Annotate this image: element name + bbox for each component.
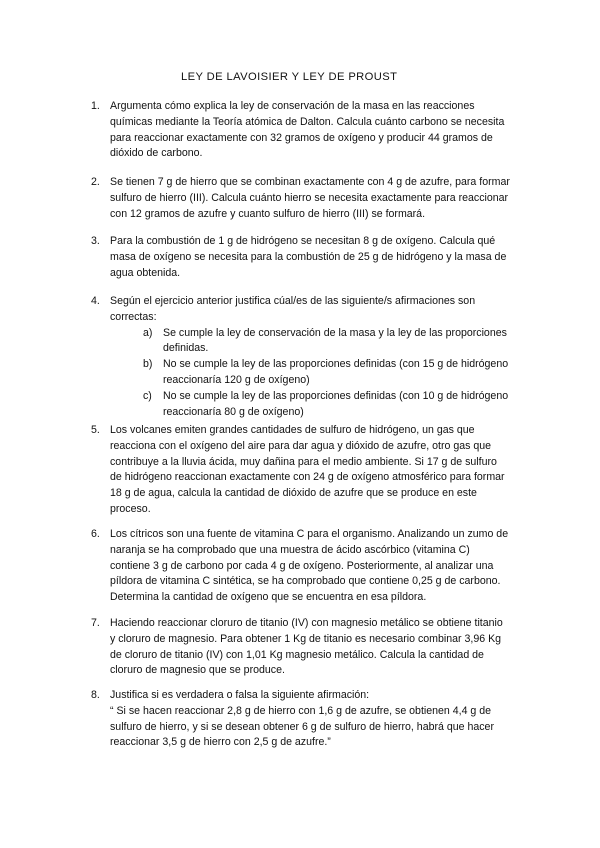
question-line: 18 g de agua, calcula la cantidad de dióxido de azufre que se produce en este <box>110 487 477 500</box>
question-line: de hidrógeno reaccionan exactamente con 24 g de oxígeno atmosférico para formar <box>110 471 505 484</box>
option-a <box>143 326 551 358</box>
question-line: correctas: <box>110 310 157 323</box>
question-line: masa de oxígeno se necesita para la combustión de 25 g de hidrógeno y la masa de <box>110 250 507 263</box>
option-line: No se cumple la ley de las proporciones definidas (con 15 g de hidrógeno <box>163 358 509 371</box>
question-line: contribuye a la lluvia ácida, muy dañina para el medio ambiente. Si 17 g de sulfuro <box>110 455 497 468</box>
option-line: definidas. <box>163 342 209 355</box>
question-line: Justifica si es verdadera o falsa la siguiente afirmación: <box>110 689 370 701</box>
option-letter: b) <box>143 358 153 371</box>
question-line: sulfuro de hierro, y si se desean obtener 6 g de sulfuro de hierro, habrá que hacer <box>110 720 494 733</box>
question-number: 5. <box>91 424 100 436</box>
question-3 <box>91 234 551 281</box>
question-line: “ Si se hacen reaccionar 2,8 g de hierro con 1,6 g de azufre, se obtienen 4,4 g de <box>110 704 492 717</box>
question-7 <box>91 616 551 679</box>
question-number: 1. <box>91 100 100 112</box>
question-text <box>110 423 551 518</box>
option-letter: a) <box>143 326 153 339</box>
question-line: reaccionar 3,5 g de hierro con 2,5 g de azufre.” <box>110 736 331 749</box>
option-b <box>143 357 551 389</box>
question-line: sulfuro de hierro (III). Calcula cuánto hierro se necesita exactamente para reaccionar <box>110 191 509 204</box>
question-line: Haciendo reaccionar cloruro de titanio (IV) con magnesio metálico se obtiene titanio <box>110 617 503 629</box>
question-number: 8. <box>91 689 100 701</box>
question-text <box>110 234 551 281</box>
question-line: agua obtenida. <box>110 266 181 279</box>
question-line: proceso. <box>110 502 151 515</box>
question-4 <box>91 294 551 420</box>
question-text <box>110 175 551 222</box>
question-line: Para la combustión de 1 g de hidrógeno se necesitan 8 g de oxígeno. Calcula qué <box>110 235 496 247</box>
question-line: y cloruro de magnesio. Para obtener 1 Kg de titanio es necesario combinar 3,96 Kg <box>110 632 502 645</box>
question-line: Determina la cantidad de oxígeno que se encuentra en esa píldora. <box>110 591 427 604</box>
option-text <box>163 357 551 389</box>
question-text <box>110 616 551 679</box>
question-line: reacciona con el oxígeno del aire para dar agua y dióxido de azufre, otro gas que <box>110 439 492 452</box>
question-line: para reaccionar exactamente con 32 gramos de oxígeno y producir 44 gramos de <box>110 131 493 144</box>
question-text <box>110 99 551 162</box>
question-line: cloruro de magnesio que se produce. <box>110 664 285 677</box>
question-number: 4. <box>91 295 100 307</box>
question-line: de cloruro de titanio (IV) con 1,01 Kg magnesio metálico. Calcula la cantidad de <box>110 648 484 661</box>
question-text <box>110 527 551 606</box>
question-line: químicas mediante la Teoría atómica de Dalton. Calcula cuánto carbono se necesita <box>110 115 505 128</box>
question-line: Los volcanes emiten grandes cantidades de sulfuro de hidrógeno, un gas que <box>110 424 475 436</box>
question-2 <box>91 175 551 222</box>
option-letter: c) <box>143 389 152 402</box>
question-number: 3. <box>91 235 100 247</box>
option-line: reaccionaría 120 g de oxígeno) <box>163 373 310 386</box>
question-text <box>110 294 551 420</box>
document-title: LEY DE LAVOISIER Y LEY DE PROUST <box>181 71 398 83</box>
question-line: naranja se ha comprobado que una muestra de ácido ascórbico (vitamina C) <box>110 543 470 556</box>
question-number: 2. <box>91 176 100 188</box>
option-text <box>163 326 551 358</box>
question-line: Argumenta cómo explica la ley de conservación de la masa en las reacciones <box>110 100 475 112</box>
question-5 <box>91 423 551 518</box>
question-8 <box>91 688 551 751</box>
option-line: reaccionaría 80 g de oxígeno) <box>163 405 304 418</box>
question-line: píldora de vitamina C sintética, se ha comprobado que contiene 0,25 g de carbono. <box>110 575 501 588</box>
question-number: 6. <box>91 528 100 540</box>
question-line: dióxido de carbono. <box>110 147 203 160</box>
question-1 <box>91 99 551 162</box>
question-6 <box>91 527 551 606</box>
question-line: Se tienen 7 g de hierro que se combinan exactamente con 4 g de azufre, para formar <box>110 176 510 188</box>
question-line: Según el ejercicio anterior justifica cúal/es de las siguiente/s afirmaciones son <box>110 295 476 307</box>
option-line: No se cumple la ley de las proporciones definidas (con 10 g de hidrógeno <box>163 389 509 402</box>
question-line: Los cítricos son una fuente de vitamina C para el organismo. Analizando un zumo de <box>110 528 509 540</box>
option-c <box>143 389 551 421</box>
question-line: con 12 gramos de azufre y cuanto sulfuro de hierro (III) se formará. <box>110 207 426 220</box>
option-line: Se cumple la ley de conservación de la masa y la ley de las proporciones <box>163 326 507 339</box>
question-text <box>110 688 551 751</box>
question-number: 7. <box>91 617 100 629</box>
question-line: contiene 3 g de carbono por cada 4 g de oxígeno. Posteriormente, al analizar una <box>110 559 494 572</box>
option-text <box>163 389 551 421</box>
